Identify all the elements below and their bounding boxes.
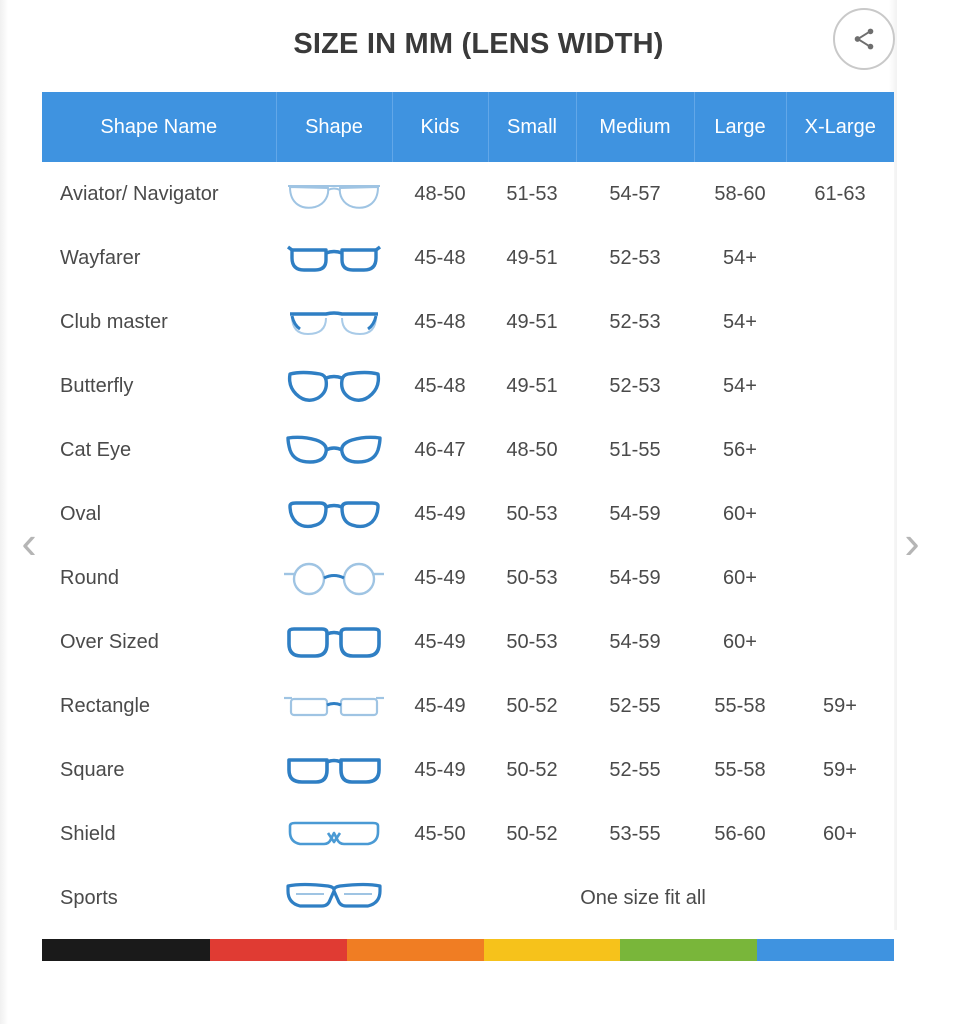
row-medium: 52-53 (576, 290, 694, 354)
row-medium: 52-53 (576, 354, 694, 418)
row-medium: 54-59 (576, 610, 694, 674)
col-header-small: Small (488, 92, 576, 162)
row-xlarge (786, 482, 894, 546)
table-row (42, 546, 894, 610)
color-segment-yellow (484, 939, 621, 961)
shield-glasses-icon (276, 802, 392, 866)
row-small: 50-52 (488, 738, 576, 802)
row-small: 48-50 (488, 418, 576, 482)
row-medium: 54-57 (576, 162, 694, 226)
prev-arrow[interactable]: ‹ (21, 516, 37, 568)
table-header (42, 92, 894, 162)
row-xlarge (786, 226, 894, 290)
row-note: One size fit all (392, 866, 894, 930)
row-kids: 45-50 (392, 802, 488, 866)
col-header-kids: Kids (392, 92, 488, 162)
table-row (42, 418, 894, 482)
row-name: Shield (42, 802, 276, 866)
table-row (42, 738, 894, 802)
row-xlarge (786, 290, 894, 354)
row-kids: 45-48 (392, 290, 488, 354)
col-header-medium: Medium (576, 92, 694, 162)
row-small: 50-53 (488, 610, 576, 674)
row-kids: 45-49 (392, 546, 488, 610)
row-large: 56+ (694, 418, 786, 482)
row-small: 51-53 (488, 162, 576, 226)
row-large: 54+ (694, 354, 786, 418)
row-small: 50-52 (488, 674, 576, 738)
row-name: Oval (42, 482, 276, 546)
butterfly-glasses-icon (276, 354, 392, 418)
title-bar (0, 0, 957, 88)
row-kids: 45-49 (392, 610, 488, 674)
wayfarer-glasses-icon (276, 226, 392, 290)
color-segment-orange (347, 939, 484, 961)
oval-glasses-icon (276, 482, 392, 546)
row-large: 54+ (694, 226, 786, 290)
square-glasses-icon (276, 738, 392, 802)
row-kids: 45-48 (392, 354, 488, 418)
color-segment-black (42, 939, 210, 961)
row-small: 50-53 (488, 546, 576, 610)
row-xlarge (786, 354, 894, 418)
row-name: Club master (42, 290, 276, 354)
col-header-xlarge: X-Large (786, 92, 894, 162)
row-name: Wayfarer (42, 226, 276, 290)
row-medium: 54-59 (576, 482, 694, 546)
table-row (42, 610, 894, 674)
row-large: 60+ (694, 610, 786, 674)
row-kids: 46-47 (392, 418, 488, 482)
row-name: Round (42, 546, 276, 610)
next-arrow[interactable]: › (904, 516, 920, 568)
row-kids: 45-49 (392, 674, 488, 738)
share-button[interactable] (833, 8, 895, 70)
row-xlarge: 60+ (786, 802, 894, 866)
row-large: 58-60 (694, 162, 786, 226)
row-small: 49-51 (488, 226, 576, 290)
row-name: Sports (42, 866, 276, 930)
share-icon (851, 26, 877, 52)
row-large: 55-58 (694, 674, 786, 738)
row-xlarge: 59+ (786, 738, 894, 802)
left-edge-shadow (0, 0, 8, 1024)
row-large: 56-60 (694, 802, 786, 866)
row-small: 49-51 (488, 290, 576, 354)
size-table (42, 92, 894, 930)
table-body (42, 162, 894, 930)
col-header-shape: Shape (276, 92, 392, 162)
col-header-shape-name: Shape Name (42, 92, 276, 162)
page-title: SIZE IN MM (LENS WIDTH) (293, 27, 664, 60)
row-medium: 52-55 (576, 738, 694, 802)
round-glasses-icon (276, 546, 392, 610)
row-medium: 53-55 (576, 802, 694, 866)
row-kids: 48-50 (392, 162, 488, 226)
row-name: Over Sized (42, 610, 276, 674)
row-name: Rectangle (42, 674, 276, 738)
row-xlarge (786, 546, 894, 610)
cateye-glasses-icon (276, 418, 392, 482)
clubmaster-glasses-icon (276, 290, 392, 354)
color-bar (42, 939, 894, 961)
color-segment-red (210, 939, 347, 961)
row-medium: 54-59 (576, 546, 694, 610)
color-segment-green (620, 939, 757, 961)
color-segment-blue (757, 939, 894, 961)
table-row (42, 290, 894, 354)
row-large: 60+ (694, 546, 786, 610)
table-row (42, 226, 894, 290)
table-row (42, 354, 894, 418)
sports-glasses-icon (276, 866, 392, 930)
table-row (42, 482, 894, 546)
row-small: 50-52 (488, 802, 576, 866)
row-kids: 45-48 (392, 226, 488, 290)
oversized-glasses-icon (276, 610, 392, 674)
row-xlarge (786, 418, 894, 482)
row-large: 54+ (694, 290, 786, 354)
table-header-row (42, 92, 894, 162)
row-large: 55-58 (694, 738, 786, 802)
aviator-glasses-icon (276, 162, 392, 226)
row-name: Cat Eye (42, 418, 276, 482)
table-row (42, 802, 894, 866)
row-xlarge (786, 610, 894, 674)
row-name: Butterfly (42, 354, 276, 418)
col-header-large: Large (694, 92, 786, 162)
row-kids: 45-49 (392, 482, 488, 546)
table-row (42, 866, 894, 930)
table-row (42, 162, 894, 226)
row-name: Square (42, 738, 276, 802)
row-medium: 52-53 (576, 226, 694, 290)
table-row (42, 674, 894, 738)
rectangle-glasses-icon (276, 674, 392, 738)
row-kids: 45-49 (392, 738, 488, 802)
row-medium: 51-55 (576, 418, 694, 482)
row-small: 50-53 (488, 482, 576, 546)
row-xlarge: 61-63 (786, 162, 894, 226)
row-small: 49-51 (488, 354, 576, 418)
row-xlarge: 59+ (786, 674, 894, 738)
row-name: Aviator/ Navigator (42, 162, 276, 226)
row-large: 60+ (694, 482, 786, 546)
size-table-wrap (42, 92, 894, 930)
row-medium: 52-55 (576, 674, 694, 738)
